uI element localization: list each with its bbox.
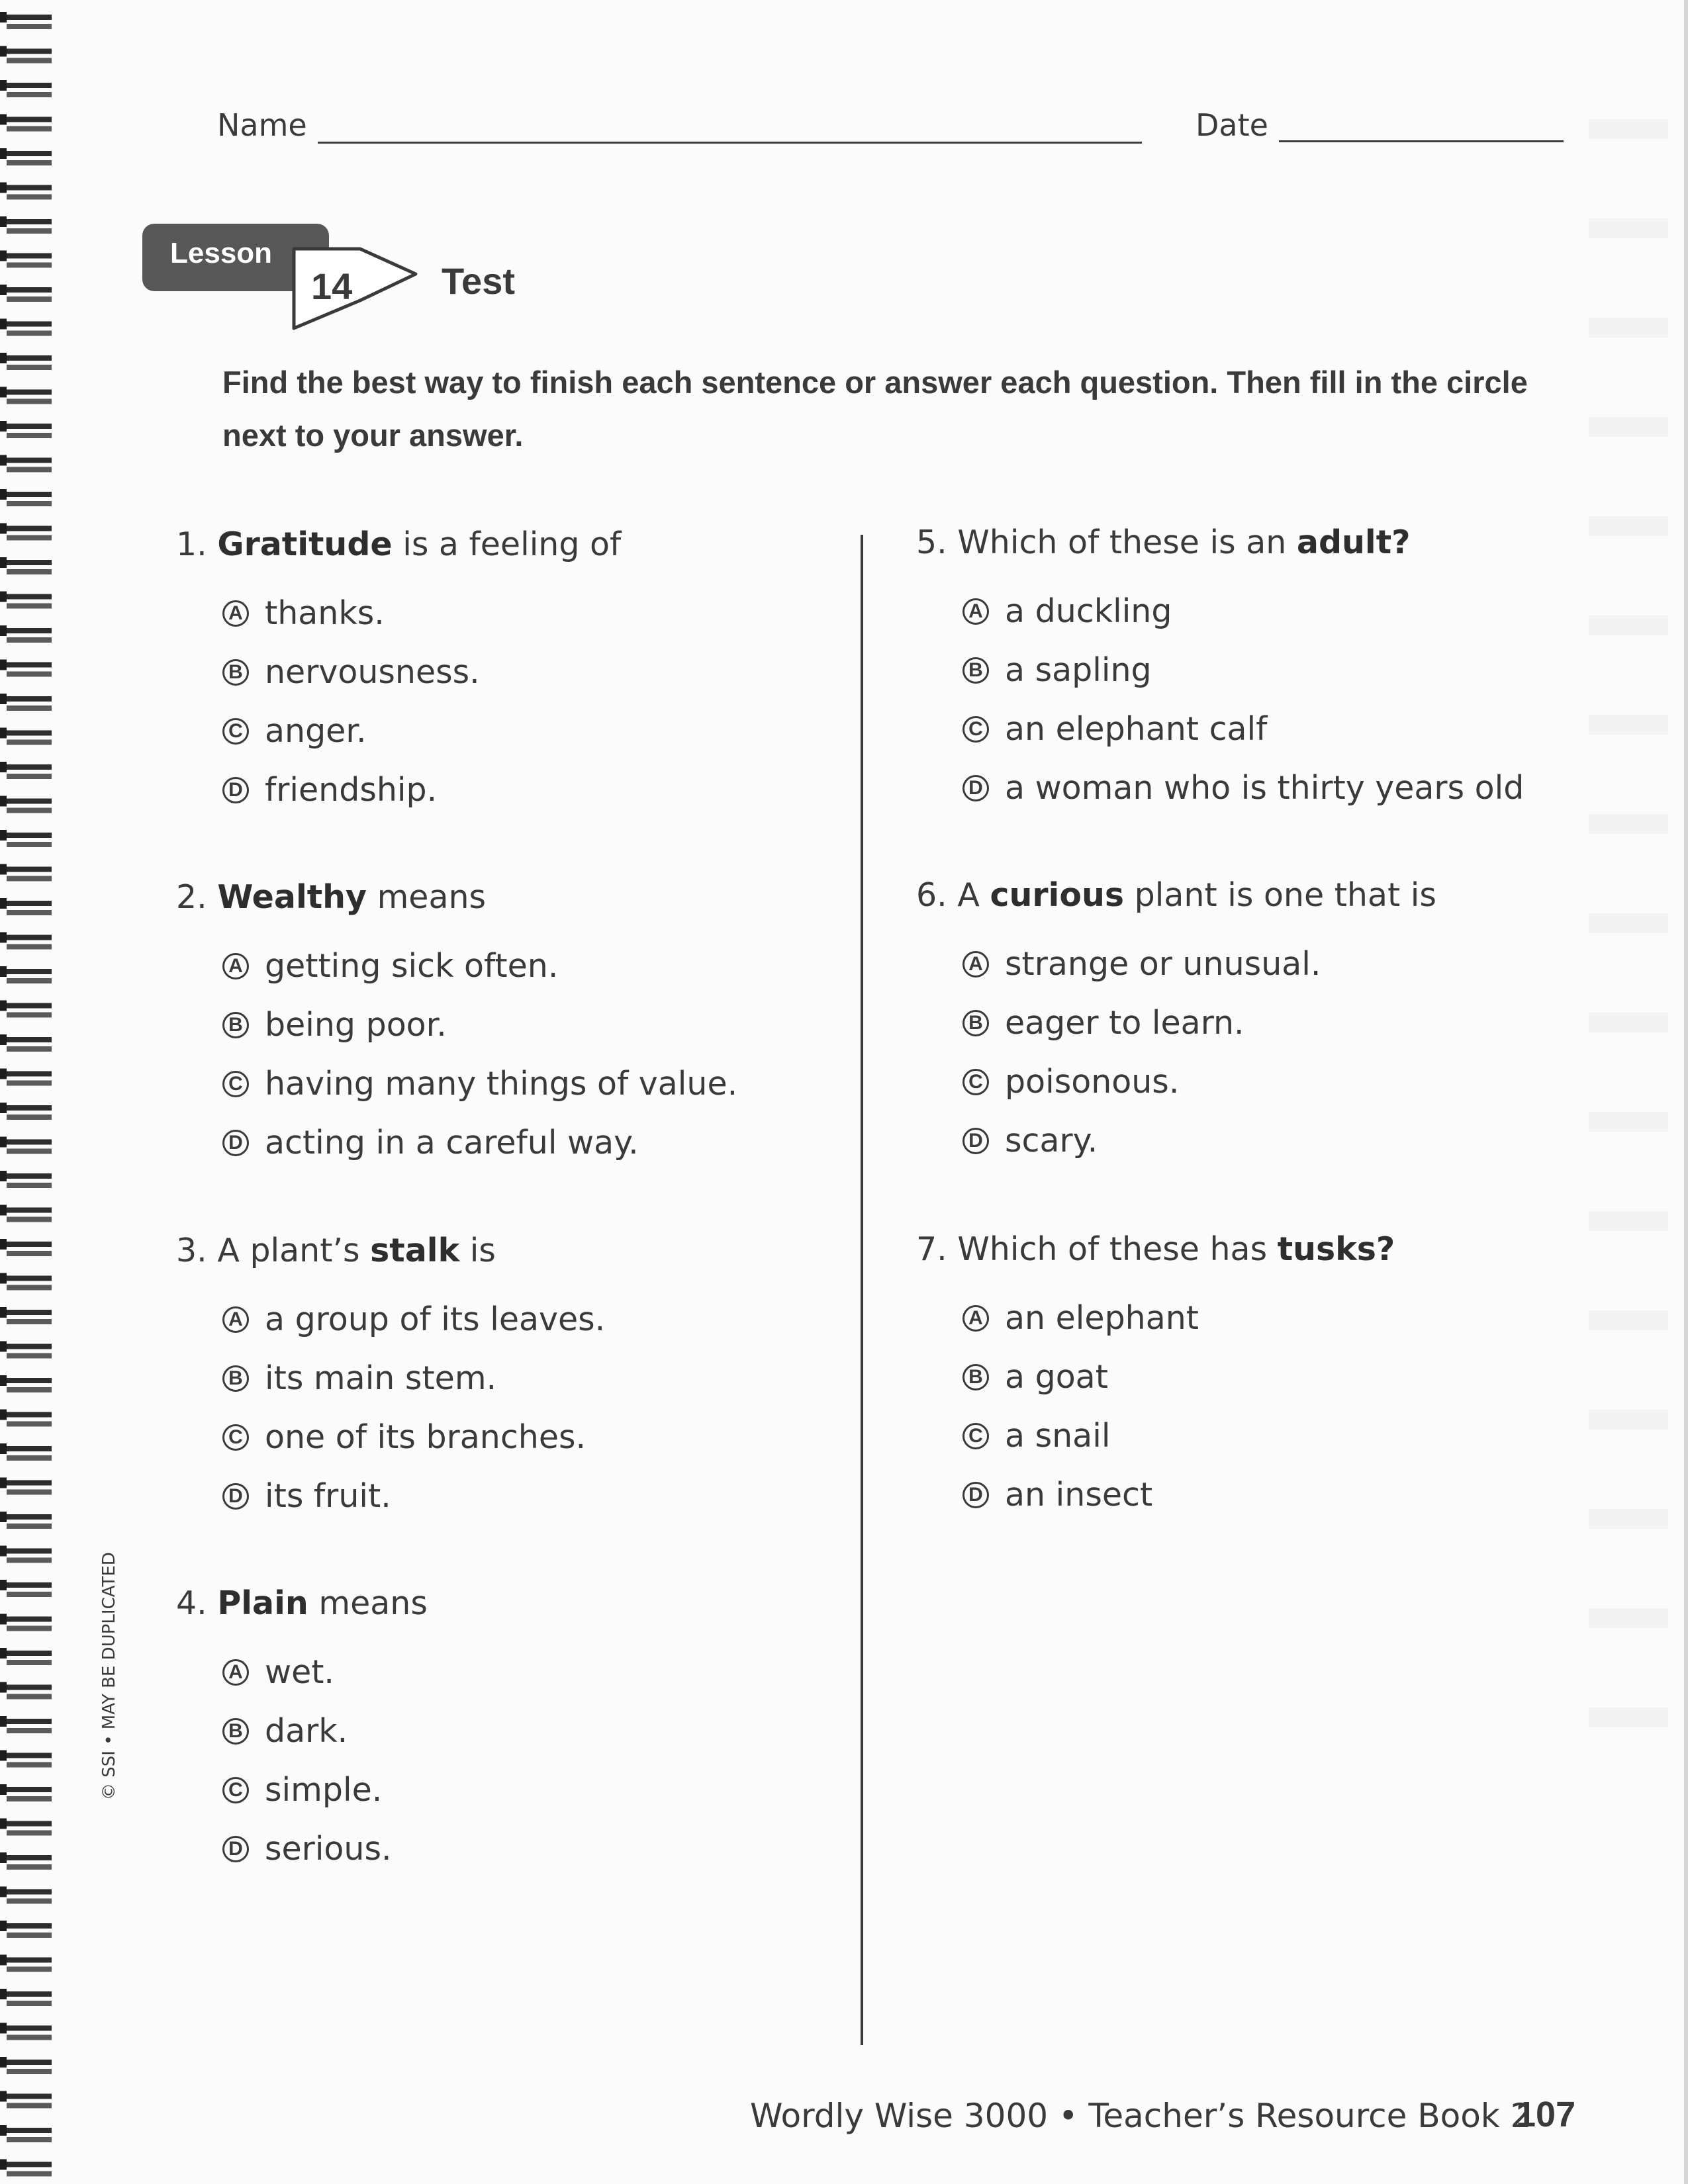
answer-option[interactable] (222, 995, 851, 1054)
answer-option[interactable] (962, 1111, 1591, 1170)
answer-option[interactable] (962, 641, 1591, 700)
answer-options (222, 584, 851, 819)
answer-text: acting in a careful way. (265, 1124, 639, 1161)
answer-options (962, 934, 1591, 1170)
question-5 (916, 521, 1591, 817)
answer-text: having many things of value. (265, 1065, 738, 1103)
answer-option[interactable] (962, 1289, 1591, 1347)
answer-bubble[interactable]: B (222, 1718, 249, 1745)
answer-options (222, 936, 851, 1172)
answer-bubble[interactable]: C (222, 1071, 249, 1097)
question-stem (176, 523, 851, 567)
answer-bubble[interactable]: A (962, 598, 989, 625)
answer-bubble[interactable]: D (962, 775, 989, 801)
answer-option[interactable] (222, 702, 851, 760)
answer-text: an insect (1005, 1476, 1153, 1514)
answer-text: a duckling (1005, 592, 1172, 630)
answer-bubble[interactable]: B (962, 657, 989, 684)
answer-bubble[interactable]: C (222, 1777, 249, 1803)
answer-text: one of its branches. (265, 1418, 586, 1456)
answer-text: serious. (265, 1830, 392, 1868)
question-stem (916, 1228, 1591, 1271)
answer-bubble[interactable]: A (962, 1305, 989, 1332)
answer-option[interactable] (962, 1052, 1591, 1111)
answer-options (222, 1643, 851, 1878)
answer-option[interactable] (222, 1467, 851, 1525)
question-text-post: means (367, 878, 487, 916)
answer-bubble[interactable]: C (962, 1069, 989, 1095)
answer-bubble[interactable]: D (222, 777, 249, 803)
answer-bubble[interactable]: C (962, 716, 989, 743)
answer-option[interactable] (222, 1113, 851, 1172)
question-1 (176, 523, 851, 819)
spiral-binding-edge (0, 0, 7, 2184)
answer-option[interactable] (222, 1702, 851, 1760)
answer-bubble[interactable]: A (222, 1659, 249, 1686)
answer-option[interactable] (962, 758, 1591, 817)
date-field-line[interactable] (1279, 140, 1564, 142)
column-divider (861, 535, 863, 2045)
answer-text: wet. (265, 1653, 335, 1691)
footer-book-title: Wordly Wise 3000 • Teacher’s Resource Book 2 (750, 2097, 1532, 2135)
answer-text: scary. (1005, 1122, 1098, 1160)
answer-bubble[interactable]: A (962, 951, 989, 978)
question-2 (176, 876, 851, 1172)
answer-text: dark. (265, 1712, 348, 1750)
vocabulary-word: Gratitude (217, 525, 393, 563)
answer-text: an elephant calf (1005, 710, 1268, 748)
answer-option[interactable] (222, 760, 851, 819)
question-7 (916, 1228, 1591, 1524)
answer-text: a woman who is thirty years old (1005, 769, 1524, 807)
answer-bubble[interactable]: D (222, 1483, 249, 1510)
name-label: Name (217, 107, 307, 143)
lesson-number: 14 (311, 265, 353, 307)
question-number: 4. (176, 1584, 207, 1622)
answer-option[interactable] (222, 1054, 851, 1113)
question-number: 7. (916, 1230, 947, 1268)
vocabulary-word: Plain (217, 1584, 308, 1622)
answer-text: nervousness. (265, 653, 480, 691)
answer-option[interactable] (222, 643, 851, 702)
question-number: 3. (176, 1232, 207, 1269)
question-stem (916, 521, 1591, 565)
page-number: 107 (1516, 2095, 1576, 2134)
answer-text: a goat (1005, 1358, 1108, 1396)
answer-bubble[interactable]: D (962, 1128, 989, 1154)
vocabulary-word: Wealthy (217, 878, 367, 916)
vocabulary-word: curious (990, 876, 1125, 914)
question-stem (176, 1229, 851, 1273)
answer-bubble[interactable]: B (962, 1010, 989, 1036)
question-3 (176, 1229, 851, 1525)
page-edge (1684, 0, 1688, 2184)
answer-bubble[interactable]: D (962, 1482, 989, 1508)
question-text-pre: Which of these is an (957, 523, 1297, 561)
vocabulary-word: adult? (1296, 523, 1411, 561)
question-text-post: means (308, 1584, 428, 1622)
answer-text: a sapling (1005, 651, 1152, 689)
answer-option[interactable] (222, 1760, 851, 1819)
answer-bubble[interactable]: C (962, 1423, 989, 1449)
page-title: Test (442, 260, 515, 302)
answer-bubble[interactable]: C (222, 718, 249, 745)
answer-option[interactable] (962, 700, 1591, 758)
answer-option[interactable] (222, 584, 851, 643)
answer-text: thanks. (265, 594, 385, 632)
answer-bubble[interactable]: B (962, 1364, 989, 1390)
answer-text: eager to learn. (1005, 1004, 1244, 1042)
answer-text: its main stem. (265, 1359, 497, 1397)
instructions: Find the best way to finish each sentence or answer each question. Then fill in the circle next to your answer. (222, 365, 1528, 453)
answer-option[interactable] (222, 1819, 851, 1878)
answer-text: friendship. (265, 771, 438, 809)
question-stem (176, 876, 851, 919)
answer-text: anger. (265, 712, 367, 750)
answer-bubble[interactable]: B (222, 1365, 249, 1392)
answer-text: poisonous. (1005, 1063, 1180, 1101)
answer-option[interactable] (962, 1406, 1591, 1465)
question-stem (916, 874, 1591, 917)
question-text-post: plant is one that is (1124, 876, 1436, 914)
answer-option[interactable] (962, 934, 1591, 993)
copyright-notice: © SSI • MAY BE DUPLICATED (99, 1552, 119, 1800)
question-text-pre: A plant’s (217, 1232, 371, 1269)
question-text-pre: Which of these has (957, 1230, 1278, 1268)
answer-options (962, 1289, 1591, 1524)
answer-bubble[interactable]: A (222, 600, 249, 627)
answer-option[interactable] (222, 936, 851, 995)
answer-options (222, 1290, 851, 1525)
answer-bubble[interactable]: A (222, 1306, 249, 1333)
answer-text: getting sick often. (265, 947, 559, 985)
answer-text: a group of its leaves. (265, 1300, 606, 1338)
lesson-label: Lesson (170, 237, 273, 269)
bleed-through-shadow (1589, 40, 1668, 1760)
question-number: 5. (916, 523, 947, 561)
answer-bubble[interactable]: D (222, 1130, 249, 1156)
question-number: 1. (176, 525, 207, 563)
name-field-line[interactable] (318, 142, 1142, 144)
answer-text: being poor. (265, 1006, 447, 1044)
vocabulary-word: tusks? (1277, 1230, 1395, 1268)
answer-text: simple. (265, 1771, 383, 1809)
answer-option[interactable] (962, 1347, 1591, 1406)
answer-option[interactable] (222, 1643, 851, 1702)
answer-options (962, 582, 1591, 817)
answer-text: an elephant (1005, 1299, 1199, 1337)
answer-bubble[interactable]: A (222, 953, 249, 979)
answer-option[interactable] (962, 582, 1591, 641)
answer-text: strange or unusual. (1005, 945, 1321, 983)
question-6 (916, 874, 1591, 1170)
spiral-binding (0, 0, 52, 2184)
date-label: Date (1196, 107, 1268, 143)
question-number: 2. (176, 878, 207, 916)
answer-option[interactable] (962, 993, 1591, 1052)
answer-option[interactable] (962, 1465, 1591, 1524)
answer-bubble[interactable]: B (222, 1012, 249, 1038)
answer-option[interactable] (222, 1290, 851, 1349)
answer-text: its fruit. (265, 1477, 391, 1515)
answer-bubble[interactable]: C (222, 1424, 249, 1451)
answer-option[interactable] (222, 1408, 851, 1467)
question-stem (176, 1582, 851, 1625)
question-number: 6. (916, 876, 947, 914)
question-text-post: is a feeling of (392, 525, 622, 563)
question-text-pre: A (957, 876, 990, 914)
question-4 (176, 1582, 851, 1878)
answer-option[interactable] (222, 1349, 851, 1408)
question-text-post: is (459, 1232, 496, 1269)
answer-text: a snail (1005, 1417, 1111, 1455)
answer-bubble[interactable]: D (222, 1836, 249, 1862)
vocabulary-word: stalk (370, 1232, 460, 1269)
answer-bubble[interactable]: B (222, 659, 249, 686)
